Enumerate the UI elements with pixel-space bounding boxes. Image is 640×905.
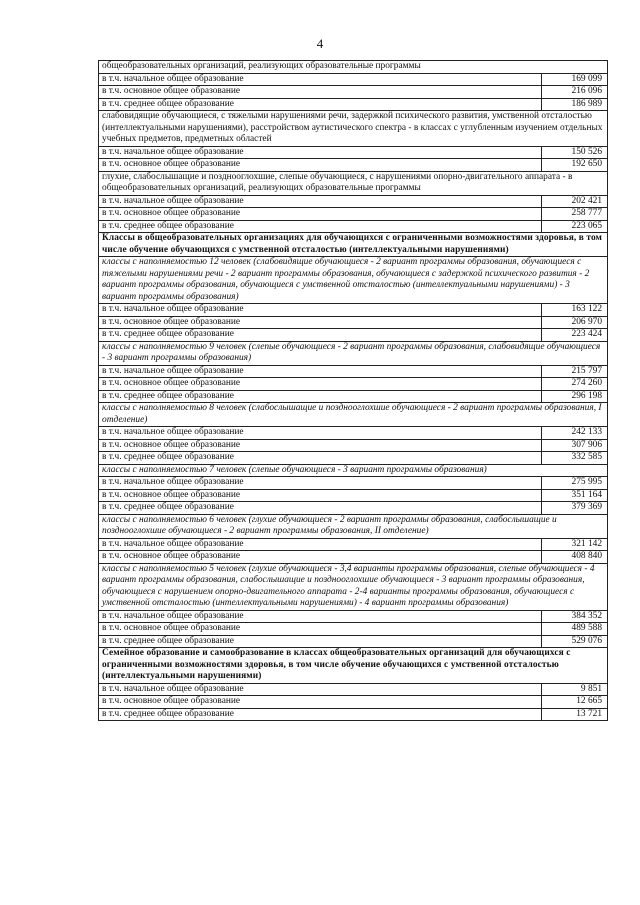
table-row (99, 73, 608, 86)
category-row (99, 514, 608, 538)
table-row (99, 378, 608, 391)
row-label: в т.ч. начальное общее образование (99, 304, 542, 317)
row-value: 215 797 (542, 365, 608, 378)
table-row (99, 502, 608, 515)
table-row (99, 538, 608, 551)
row-value: 529 076 (542, 635, 608, 648)
row-label: в т.ч. начальное общее образование (99, 195, 542, 208)
row-value: 275 995 (542, 477, 608, 490)
row-value: 274 260 (542, 378, 608, 391)
row-label: в т.ч. основное общее образование (99, 159, 542, 172)
class-size-description: классы с наполняемостью 6 человек (глухие обучающиеся - 2 вариант программы образования, слабослышащие и позднооглохшие обучающиеся - 2 вариант программы образования, II отделение) (99, 514, 608, 538)
row-label: в т.ч. начальное общее образование (99, 73, 542, 86)
table-row (99, 304, 608, 317)
row-value: 223 424 (542, 329, 608, 342)
category-description: глухие, слабослышащие и позднооглохшие, слепые обучающиеся, с нарушениями опорно-двигательного аппарата - в общеобразовательных организаций, реализующих образовательные программы (99, 171, 608, 195)
row-label: в т.ч. основное общее образование (99, 86, 542, 99)
row-label: в т.ч. начальное общее образование (99, 427, 542, 440)
row-value: 202 421 (542, 195, 608, 208)
row-label: в т.ч. основное общее образование (99, 696, 542, 709)
row-label: в т.ч. начальное общее образование (99, 610, 542, 623)
table-row (99, 439, 608, 452)
section-heading: Классы в общеобразовательных организациях для обучающихся с ограниченными возможностями здоровья, в том числе обучение обучающихся с умственной отсталостью (интеллектуальными нарушениями) (99, 233, 608, 257)
table-row (99, 390, 608, 403)
row-value: 186 989 (542, 98, 608, 111)
class-size-description: классы с наполняемостью 5 человек (глухие обучающиеся - 3,4 варианты программы образования, слепые обучающиеся - 4 вариант программы образования, слабослышащие и позднооглохшие обучающиеся - 3 вариант программы образования, обучающиеся с нарушением опорно-двигательного аппарата - 2-4 варианты программы образования, обучающиеся с умственной отсталостью (интеллектуальными нарушениями) - 4 вариант программы образования) (99, 563, 608, 610)
row-label: в т.ч. начальное общее образование (99, 477, 542, 490)
row-value: 379 369 (542, 502, 608, 515)
table-row (99, 146, 608, 159)
table-row (99, 683, 608, 696)
row-label: в т.ч. среднее общее образование (99, 220, 542, 233)
table-row (99, 316, 608, 329)
table-row (99, 477, 608, 490)
category-row (99, 341, 608, 365)
table-row (99, 329, 608, 342)
row-value: 223 065 (542, 220, 608, 233)
row-label: в т.ч. начальное общее образование (99, 146, 542, 159)
row-value: 192 650 (542, 159, 608, 172)
row-label: в т.ч. среднее общее образование (99, 329, 542, 342)
row-label: в т.ч. начальное общее образование (99, 538, 542, 551)
row-value: 408 840 (542, 551, 608, 564)
row-value: 489 588 (542, 623, 608, 636)
row-value: 169 099 (542, 73, 608, 86)
row-value: 13 721 (542, 708, 608, 721)
row-value: 242 133 (542, 427, 608, 440)
row-value: 163 122 (542, 304, 608, 317)
row-value: 258 777 (542, 208, 608, 221)
row-value: 12 665 (542, 696, 608, 709)
row-label: в т.ч. среднее общее образование (99, 98, 542, 111)
table-row (99, 365, 608, 378)
row-label: в т.ч. начальное общее образование (99, 683, 542, 696)
table-row (99, 220, 608, 233)
cost-table-body (99, 61, 608, 721)
row-label: в т.ч. основное общее образование (99, 623, 542, 636)
row-label: в т.ч. основное общее образование (99, 208, 542, 221)
row-value: 351 164 (542, 489, 608, 502)
category-row (99, 464, 608, 477)
table-row (99, 489, 608, 502)
category-row (99, 403, 608, 427)
row-label: в т.ч. основное общее образование (99, 378, 542, 391)
row-value: 321 142 (542, 538, 608, 551)
row-label: в т.ч. начальное общее образование (99, 365, 542, 378)
class-size-description: классы с наполняемостью 9 человек (слепые обучающиеся - 2 вариант программы образования, слабовидящие обучающиеся - 3 вариант программы образования) (99, 341, 608, 365)
table-row (99, 696, 608, 709)
section-heading-row (99, 233, 608, 257)
table-row (99, 610, 608, 623)
table-row (99, 708, 608, 721)
table-row (99, 635, 608, 648)
row-label: в т.ч. основное общее образование (99, 489, 542, 502)
row-value: 296 198 (542, 390, 608, 403)
category-description: слабовидящие обучающиеся, с тяжелыми нарушениями речи, задержкой психического развития, умственной отсталостью (интеллектуальными нарушениями), расстройством аутистического спектра - в классах с углубленным изучением отдельных учебных предметов, предметных областей (99, 111, 608, 147)
row-value: 332 585 (542, 452, 608, 465)
row-label: в т.ч. основное общее образование (99, 439, 542, 452)
category-row (99, 257, 608, 304)
class-size-description: классы с наполняемостью 12 человек (слабовидящие обучающиеся - 2 вариант программы образования, обучающиеся с тяжелыми нарушениями речи - 2 вариант программы образования, обучающиеся с задержкой психического развития - 2 вариант программы образования, обучающиеся с умственной отсталостью (интеллектуальными нарушениями) - 3 вариант программы образования) (99, 257, 608, 304)
table-row (99, 452, 608, 465)
category-description: общеобразовательных организаций, реализующих образовательные программы (99, 61, 608, 74)
table-row (99, 427, 608, 440)
row-label: в т.ч. среднее общее образование (99, 635, 542, 648)
row-label: в т.ч. среднее общее образование (99, 708, 542, 721)
section-heading-row (99, 648, 608, 684)
category-row (99, 171, 608, 195)
row-value: 384 352 (542, 610, 608, 623)
row-label: в т.ч. основное общее образование (99, 316, 542, 329)
table-row (99, 551, 608, 564)
row-label: в т.ч. среднее общее образование (99, 502, 542, 515)
cost-table (98, 60, 608, 721)
table-row (99, 208, 608, 221)
row-value: 150 526 (542, 146, 608, 159)
table-row (99, 98, 608, 111)
table-row (99, 159, 608, 172)
category-row (99, 563, 608, 610)
row-value: 206 970 (542, 316, 608, 329)
row-label: в т.ч. среднее общее образование (99, 452, 542, 465)
table-row (99, 623, 608, 636)
class-size-description: классы с наполняемостью 7 человек (слепые обучающиеся - 3 вариант программы образования) (99, 464, 608, 477)
row-value: 216 096 (542, 86, 608, 99)
table-row (99, 195, 608, 208)
page-number: 4 (316, 36, 324, 51)
row-value: 9 851 (542, 683, 608, 696)
row-label: в т.ч. основное общее образование (99, 551, 542, 564)
table-row (99, 86, 608, 99)
category-row (99, 61, 608, 74)
row-label: в т.ч. среднее общее образование (99, 390, 542, 403)
class-size-description: классы с наполняемостью 8 человек (слабослышащие и позднооглохшие обучающиеся - 2 вариант программы образования, I отделение) (99, 403, 608, 427)
category-row (99, 111, 608, 147)
row-value: 307 906 (542, 439, 608, 452)
section-heading: Семейное образование и самообразование в классах общеобразовательных организаций для обучающихся с ограниченными возможностями здоровья, в том числе обучение обучающихся с умственной отсталостью (интеллектуальными нарушениями) (99, 648, 608, 684)
